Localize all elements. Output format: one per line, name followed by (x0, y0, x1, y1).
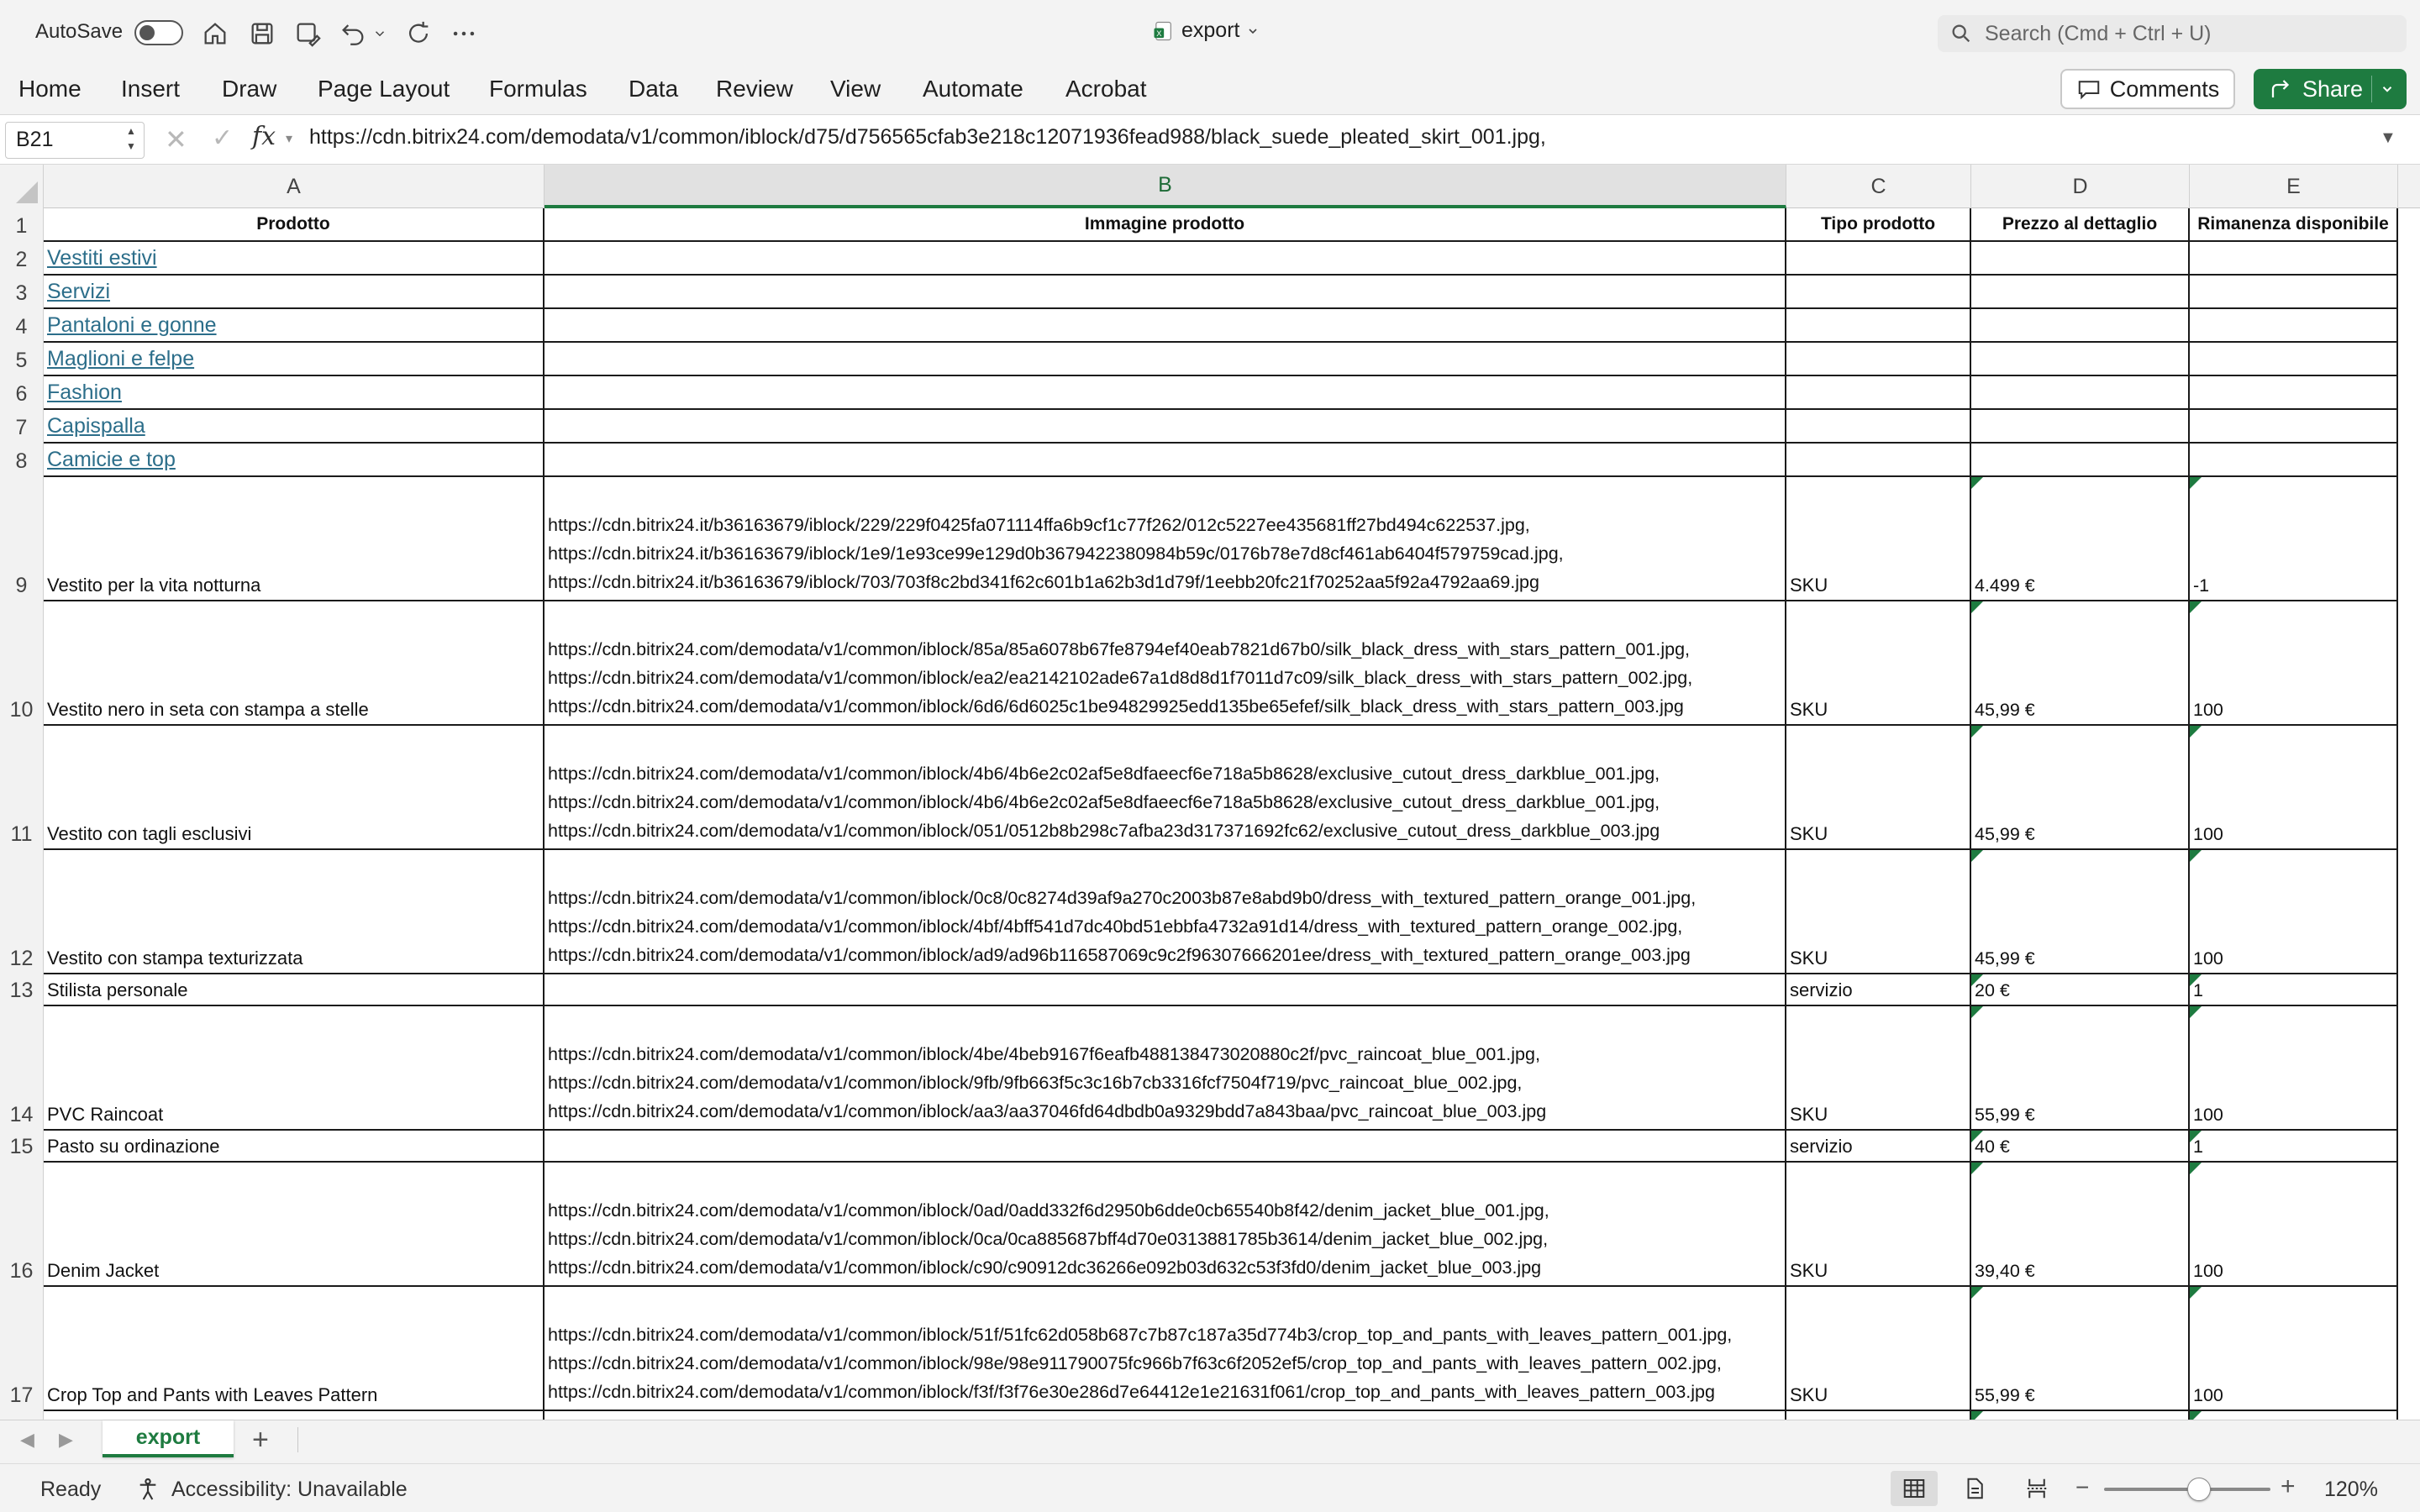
number-as-text-indicator (2190, 1131, 2202, 1142)
number-as-text-indicator (2190, 850, 2202, 862)
grid-view-icon (1902, 1476, 1927, 1501)
product-name-cell[interactable]: Vestito nero in seta con stampa a stelle (44, 601, 544, 726)
tab-view[interactable]: View (830, 76, 881, 102)
row-header[interactable]: 6 (0, 376, 44, 410)
empty-cell[interactable] (2190, 1411, 2398, 1420)
header-immagine-prodotto[interactable]: Immagine prodotto (544, 208, 1786, 242)
name-box[interactable]: B21 (5, 122, 145, 159)
number-as-text-indicator (1971, 1411, 1983, 1420)
normal-view-button[interactable] (1891, 1471, 1938, 1506)
product-images-cell[interactable] (544, 974, 1786, 1006)
category-row (0, 376, 2420, 410)
confirm-edit-icon[interactable]: ✓ (212, 124, 234, 152)
tab-formulas[interactable]: Formulas (489, 76, 587, 102)
empty-cell[interactable] (2190, 343, 2398, 376)
row-header[interactable]: 10 (0, 601, 44, 726)
empty-cell[interactable] (544, 309, 1786, 343)
empty-cell[interactable] (1786, 376, 1971, 410)
number-as-text-indicator (1971, 726, 1983, 738)
cancel-edit-icon[interactable]: ✕ (165, 124, 187, 155)
price-cell[interactable]: 40 € (1971, 1131, 2190, 1163)
tab-acrobat[interactable]: Acrobat (1065, 76, 1147, 102)
empty-cell[interactable] (544, 343, 1786, 376)
empty-cell[interactable] (1786, 1411, 1971, 1420)
add-sheet-icon[interactable]: + (252, 1424, 269, 1456)
product-type-cell[interactable]: SKU (1786, 850, 1971, 974)
select-all-corner[interactable] (0, 165, 44, 208)
column-header-b[interactable]: B (544, 165, 1786, 208)
category-link[interactable]: Camicie e top (44, 444, 544, 477)
product-name-cell[interactable]: Vestito con tagli esclusivi (44, 726, 544, 850)
search-input[interactable] (1985, 22, 2388, 46)
image-url-line: https://cdn.bitrix24.com/demodata/v1/common/iblock/aa3/aa37046fd64dbdb0a9329bdd7a843baa/pvc_raincoat_blue_003.jpg (548, 1101, 1547, 1121)
empty-cell[interactable] (2190, 376, 2398, 410)
empty-cell[interactable] (2190, 242, 2398, 276)
document-title[interactable] (1151, 18, 1260, 43)
category-link[interactable]: Fashion (44, 376, 544, 410)
price-cell[interactable]: 4.499 € (1971, 477, 2190, 601)
number-as-text-indicator (2190, 1411, 2202, 1420)
image-url-line: https://cdn.bitrix24.it/b36163679/iblock/703/703f8c2bd341f62c601b1a62b3d1d79f/1eebb20fc21f70252aa5f92a4792aa69.jpg (548, 572, 1539, 592)
empty-cell[interactable] (1786, 309, 1971, 343)
product-images-cell[interactable] (544, 850, 1786, 974)
search-box[interactable] (1938, 15, 2407, 52)
empty-cell[interactable] (2190, 444, 2398, 477)
row-header[interactable]: 4 (0, 309, 44, 343)
product-name-cell[interactable]: Crop Top and Pants with Leaves Pattern (44, 1287, 544, 1411)
ribbon-tabs (0, 67, 2420, 114)
number-as-text-indicator (1971, 601, 1983, 613)
category-link[interactable]: Vestiti estivi (44, 242, 544, 276)
tab-page-layout[interactable]: Page Layout (318, 76, 450, 102)
comments-label: Comments (2109, 76, 2220, 102)
price-cell[interactable]: 55,99 € (1971, 1287, 2190, 1411)
product-row (0, 477, 2420, 601)
undo-dropdown-chevron-icon[interactable] (370, 18, 390, 49)
document-title-text: export (1181, 18, 1240, 42)
tab-home[interactable]: Home (18, 76, 82, 102)
category-row (0, 276, 2420, 309)
stock-cell[interactable]: 100 (2190, 1163, 2398, 1287)
product-type-cell[interactable]: SKU (1786, 601, 1971, 726)
row-header[interactable]: 11 (0, 726, 44, 850)
image-url-line: https://cdn.bitrix24.com/demodata/v1/common/iblock/9fb/9fb663f5c3c16b7cb3316fcf7504f719/pvc_raincoat_blue_002.jpg, (548, 1073, 1523, 1093)
autosave-toggle[interactable] (134, 20, 183, 45)
image-url-line: https://cdn.bitrix24.com/demodata/v1/common/iblock/0ad/0add332f6d2950b6dde0cb65540b8f42/denim_jacket_blue_001.jpg, (548, 1200, 1549, 1221)
image-url-line: https://cdn.bitrix24.com/demodata/v1/common/iblock/ad9/ad96b116587069c9c2f96307666201ee/dress_with_textured_pattern_orange_003.jpg (548, 945, 1691, 965)
page-layout-icon (1962, 1476, 1987, 1501)
stock-cell[interactable]: -1 (2190, 477, 2398, 601)
column-header-c[interactable]: C (1786, 165, 1971, 208)
tab-review[interactable]: Review (716, 76, 793, 102)
stock-cell[interactable]: 100 (2190, 1287, 2398, 1411)
category-link[interactable]: Capispalla (44, 410, 544, 444)
row-header[interactable]: 17 (0, 1287, 44, 1411)
header-prodotto[interactable]: Prodotto (44, 208, 544, 242)
product-type-cell[interactable]: SKU (1786, 477, 1971, 601)
next-sheet-icon[interactable]: ▶ (59, 1429, 73, 1450)
price-cell[interactable]: 39,40 € (1971, 1163, 2190, 1287)
product-images-cell[interactable] (544, 601, 1786, 726)
share-dropdown-chevron-icon[interactable] (2380, 81, 2395, 97)
empty-cell[interactable] (544, 1411, 1786, 1420)
row-header[interactable]: 8 (0, 444, 44, 477)
image-url-line: https://cdn.bitrix24.com/demodata/v1/common/iblock/51f/51fc62d058b687c7b87c187a35d774b3/crop_top_and_pants_with_leaves_pattern_001.jpg, (548, 1325, 1733, 1345)
title-bar (0, 0, 2420, 67)
empty-cell[interactable] (2190, 309, 2398, 343)
number-as-text-indicator (2190, 477, 2202, 489)
image-url-line: https://cdn.bitrix24.it/b36163679/iblock/229/229f0425fa071114ffa6b9cf1c77f262/012c5227ee435681ff27bd494c622537.jpg, (548, 515, 1530, 535)
partial-row (0, 1411, 2420, 1420)
image-url-line: https://cdn.bitrix24.com/demodata/v1/common/iblock/f3f/f3f76e30e286d7e64412e1e21631f061/crop_top_and_pants_with_leaves_pattern_003.jpg (548, 1382, 1715, 1402)
product-images-cell[interactable] (544, 1006, 1786, 1131)
product-images-cell[interactable] (544, 1287, 1786, 1411)
empty-cell[interactable] (1786, 444, 1971, 477)
undo-icon[interactable] (338, 18, 368, 49)
row-header[interactable]: 7 (0, 410, 44, 444)
number-as-text-indicator (1971, 850, 1983, 862)
row-header[interactable]: 9 (0, 477, 44, 601)
number-as-text-indicator (2190, 1287, 2202, 1299)
product-images-cell[interactable] (544, 477, 1786, 601)
image-url-line: https://cdn.bitrix24.com/demodata/v1/common/iblock/4b6/4b6e2c02af5e8dfaeecf6e718a5b8628/exclusive_cutout_dress_darkblue_001.jpg, (548, 792, 1660, 812)
empty-cell[interactable] (1971, 343, 2190, 376)
stock-cell[interactable]: 100 (2190, 1006, 2398, 1131)
share-label: Share (2302, 76, 2364, 102)
save-as-icon[interactable] (292, 18, 323, 49)
page-break-view-button[interactable] (2013, 1471, 2060, 1506)
share-icon (2269, 76, 2294, 102)
header-rimanenza[interactable]: Rimanenza disponibile (2190, 208, 2398, 242)
empty-cell[interactable] (1786, 276, 1971, 309)
empty-cell[interactable] (544, 376, 1786, 410)
product-row (0, 974, 2420, 1006)
comment-icon (2076, 76, 2102, 102)
image-url-line: https://cdn.bitrix24.com/demodata/v1/common/iblock/ea2/ea2142102ade67a1d8d8d1f7011d7c09/silk_black_dress_with_stars_pattern_002.jpg, (548, 668, 1693, 688)
product-name-cell[interactable]: Vestito per la vita notturna (44, 477, 544, 601)
zoom-level[interactable]: 120% (2324, 1478, 2378, 1501)
empty-cell[interactable] (1971, 410, 2190, 444)
empty-cell[interactable] (1971, 242, 2190, 276)
row-header[interactable]: 5 (0, 343, 44, 376)
formula-bar (0, 114, 2420, 165)
stock-cell[interactable]: 100 (2190, 726, 2398, 850)
price-cell[interactable]: 45,99 € (1971, 726, 2190, 850)
save-icon[interactable] (247, 18, 277, 49)
tab-insert[interactable]: Insert (121, 76, 181, 102)
number-as-text-indicator (2190, 1006, 2202, 1018)
price-cell[interactable]: 45,99 € (1971, 601, 2190, 726)
category-link[interactable]: Maglioni e felpe (44, 343, 544, 376)
expand-formula-bar-icon[interactable]: ▼ (2380, 129, 2396, 147)
product-type-cell[interactable]: servizio (1786, 974, 1971, 1006)
empty-cell[interactable] (1971, 444, 2190, 477)
empty-cell[interactable] (1971, 309, 2190, 343)
product-type-cell[interactable]: servizio (1786, 1131, 1971, 1163)
insert-function-button[interactable]: fx (252, 122, 276, 151)
product-row (0, 850, 2420, 974)
category-row (0, 444, 2420, 477)
image-url-line: https://cdn.bitrix24.com/demodata/v1/common/iblock/0ca/0ca885687bff4d70e0313881785b3614/denim_jacket_blue_002.jpg, (548, 1229, 1549, 1249)
image-url-line: https://cdn.bitrix24.com/demodata/v1/common/iblock/c90/c90912dc36266e092b03d632c53f3fd0/denim_jacket_blue_003.jpg (548, 1257, 1542, 1278)
row-header[interactable] (0, 1411, 44, 1420)
number-as-text-indicator (1971, 1006, 1983, 1018)
zoom-in-button[interactable]: + (2281, 1473, 2296, 1500)
product-row (0, 1006, 2420, 1131)
empty-cell[interactable] (2190, 276, 2398, 309)
image-url-line: https://cdn.bitrix24.com/demodata/v1/common/iblock/4bf/4bff541d7dc40bd51ebbfa4732a91d14/dress_with_textured_pattern_orange_002.jpg, (548, 916, 1683, 937)
product-type-cell[interactable]: SKU (1786, 726, 1971, 850)
image-url-line: https://cdn.bitrix24.com/demodata/v1/common/iblock/0c8/0c8274d39af9a270c2003b87e8abd9b0/dress_with_textured_pattern_orange_001.jpg, (548, 888, 1697, 908)
product-row (0, 726, 2420, 850)
stock-cell[interactable]: 1 (2190, 974, 2398, 1006)
search-icon (1949, 22, 1973, 45)
column-header-e[interactable]: E (2190, 165, 2398, 208)
accessibility-icon[interactable] (134, 1476, 161, 1503)
function-chevron-icon[interactable]: ▾ (286, 132, 293, 146)
number-as-text-indicator (2190, 1163, 2202, 1174)
image-url-line: https://cdn.bitrix24.com/demodata/v1/common/iblock/6d6/6d6025c1be94829925edd135be65efef/silk_black_dress_with_stars_pattern_003.jpg (548, 696, 1684, 717)
empty-cell[interactable] (544, 410, 1786, 444)
header-prezzo[interactable]: Prezzo al dettaglio (1971, 208, 2190, 242)
empty-cell[interactable] (44, 1411, 544, 1420)
stock-cell[interactable]: 100 (2190, 850, 2398, 974)
product-row (0, 1163, 2420, 1287)
empty-cell[interactable] (1971, 376, 2190, 410)
empty-cell[interactable] (544, 242, 1786, 276)
sheet-tab-export[interactable]: export (103, 1420, 234, 1457)
sheet-tab-bar (0, 1420, 2420, 1463)
prev-sheet-icon[interactable]: ◀ (20, 1429, 34, 1450)
row-header[interactable]: 13 (0, 974, 44, 1006)
tab-data[interactable]: Data (629, 76, 679, 102)
product-type-cell[interactable]: SKU (1786, 1287, 1971, 1411)
product-images-cell[interactable] (544, 726, 1786, 850)
price-cell[interactable]: 45,99 € (1971, 850, 2190, 974)
zoom-slider-thumb[interactable] (2187, 1478, 2211, 1501)
empty-cell[interactable] (1971, 1411, 2190, 1420)
image-url-line: https://cdn.bitrix24.com/demodata/v1/common/iblock/85a/85a6078b67fe8794ef40eab7821d67b0/silk_black_dress_with_stars_pattern_001.jpg, (548, 639, 1690, 659)
category-row (0, 242, 2420, 276)
share-divider (2371, 76, 2372, 102)
svg-text:X: X (1156, 29, 1162, 38)
product-images-cell[interactable] (544, 1163, 1786, 1287)
column-header-a[interactable]: A (44, 165, 544, 208)
row-header[interactable]: 16 (0, 1163, 44, 1287)
name-box-dropdown-icon[interactable]: ▲ ▼ (126, 125, 136, 152)
stock-cell[interactable]: 100 (2190, 601, 2398, 726)
category-link[interactable]: Pantaloni e gonne (44, 309, 544, 343)
number-as-text-indicator (1971, 1287, 1983, 1299)
image-url-line: https://cdn.bitrix24.it/b36163679/iblock/1e9/1e93ce99e129d0b3679422380984b59c/0176b78e7d8cf461ab6404f579759cad.jpg, (548, 543, 1564, 564)
product-name-cell[interactable]: Vestito con stampa texturizzata (44, 850, 544, 974)
status-ready: Ready (40, 1478, 102, 1501)
formula-input[interactable]: https://cdn.bitrix24.com/demodata/v1/common/iblock/d75/d756565cfab3e218c12071936fead988/black_suede_pleated_skirt_001.jpg, (309, 125, 1546, 149)
category-row (0, 309, 2420, 343)
row-header[interactable]: 3 (0, 276, 44, 309)
empty-cell[interactable] (1786, 410, 1971, 444)
product-name-cell[interactable]: Pasto su ordinazione (44, 1131, 544, 1163)
empty-cell[interactable] (544, 276, 1786, 309)
product-row (0, 601, 2420, 726)
product-name-cell[interactable]: Denim Jacket (44, 1163, 544, 1287)
home-icon[interactable] (200, 18, 230, 49)
category-link[interactable]: Servizi (44, 276, 544, 309)
image-url-line: https://cdn.bitrix24.com/demodata/v1/common/iblock/98e/98e911790075fc966b7f63c6f2052ef5/crop_top_and_pants_with_leaves_pattern_002.jpg, (548, 1353, 1722, 1373)
tab-automate[interactable]: Automate (923, 76, 1023, 102)
image-url-line: https://cdn.bitrix24.com/demodata/v1/common/iblock/051/0512b8b298c7afba23d317371692fc62/exclusive_cutout_dress_darkblue_003.jpg (548, 821, 1660, 841)
empty-cell[interactable] (1786, 242, 1971, 276)
excel-file-icon (1151, 19, 1175, 43)
number-as-text-indicator (1971, 1131, 1983, 1142)
empty-cell[interactable] (1971, 276, 2190, 309)
price-cell[interactable]: 55,99 € (1971, 1006, 2190, 1131)
product-row (0, 1131, 2420, 1163)
autosave-label: AutoSave (35, 20, 124, 43)
column-header-d[interactable]: D (1971, 165, 2190, 208)
product-name-cell[interactable]: PVC Raincoat (44, 1006, 544, 1131)
image-url-line: https://cdn.bitrix24.com/demodata/v1/common/iblock/4be/4beb9167f6eafb488138473020880c2f/pvc_raincoat_blue_001.jpg, (548, 1044, 1540, 1064)
status-bar (0, 1463, 2420, 1512)
row-header[interactable]: 1 (0, 208, 44, 242)
empty-cell[interactable] (1786, 343, 1971, 376)
image-url-line: https://cdn.bitrix24.com/demodata/v1/common/iblock/4b6/4b6e2c02af5e8dfaeecf6e718a5b8628/exclusive_cutout_dress_darkblue_001.jpg, (548, 764, 1660, 784)
category-row (0, 410, 2420, 444)
product-name-cell[interactable]: Stilista personale (44, 974, 544, 1006)
chevron-down-icon (1246, 24, 1260, 38)
product-images-cell[interactable] (544, 1131, 1786, 1163)
column-headers (0, 165, 2420, 208)
page-layout-view-button[interactable] (1951, 1471, 1998, 1506)
tab-draw[interactable]: Draw (222, 76, 277, 102)
number-as-text-indicator (2190, 601, 2202, 613)
number-as-text-indicator (2190, 726, 2202, 738)
row-header[interactable]: 12 (0, 850, 44, 974)
comments-button[interactable] (2060, 69, 2235, 109)
number-as-text-indicator (1971, 477, 1983, 489)
number-as-text-indicator (1971, 974, 1983, 986)
number-as-text-indicator (2190, 974, 2202, 986)
row-header[interactable]: 14 (0, 1006, 44, 1131)
sheet-tab-divider (297, 1427, 298, 1452)
more-icon[interactable] (449, 18, 479, 49)
header-tipo-prodotto[interactable]: Tipo prodotto (1786, 208, 1971, 242)
row-header[interactable]: 15 (0, 1131, 44, 1163)
empty-cell[interactable] (2190, 410, 2398, 444)
redo-icon[interactable] (403, 18, 434, 49)
share-button[interactable] (2254, 69, 2407, 109)
product-type-cell[interactable]: SKU (1786, 1163, 1971, 1287)
empty-cell[interactable] (544, 444, 1786, 477)
row-header[interactable]: 2 (0, 242, 44, 276)
zoom-out-button[interactable]: − (2075, 1474, 2090, 1500)
accessibility-status[interactable]: Accessibility: Unavailable (171, 1478, 408, 1501)
number-as-text-indicator (1971, 1163, 1983, 1174)
product-type-cell[interactable]: SKU (1786, 1006, 1971, 1131)
product-row (0, 1287, 2420, 1411)
stock-cell[interactable]: 1 (2190, 1131, 2398, 1163)
spreadsheet-grid[interactable] (0, 165, 2420, 1420)
table-header-row (0, 208, 2420, 242)
page-break-icon (2024, 1476, 2049, 1501)
price-cell[interactable]: 20 € (1971, 974, 2190, 1006)
category-row (0, 343, 2420, 376)
